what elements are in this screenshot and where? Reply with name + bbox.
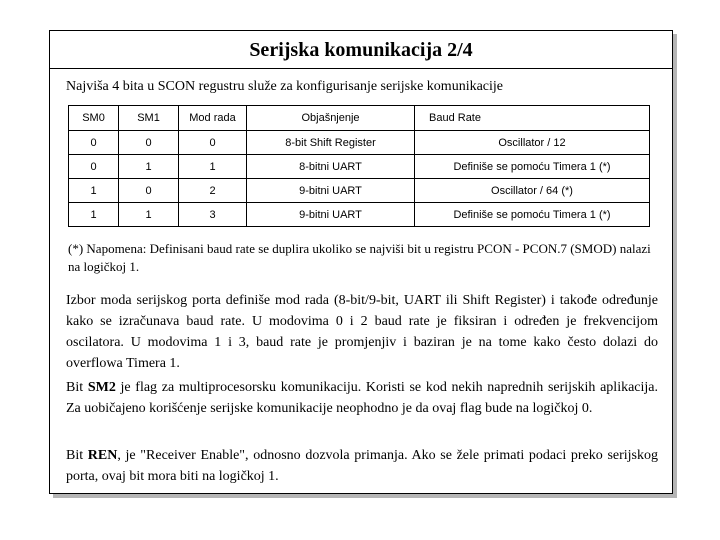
cell-mode: 3 [179,203,247,227]
cell-baud-rate: Definiše se pomoću Timera 1 (*) [415,155,650,179]
cell-mode: 0 [179,131,247,155]
ren-bit-name: REN [87,448,118,463]
cell-sm0: 0 [69,155,119,179]
table-row [69,131,650,155]
cell-sm1: 0 [119,131,179,155]
ren-description: , je "Receiver Enable", odnosno dozvola primanja. Ako se žele primati podaci preko serijskog porta, ovaj bit mora biti na logičkoj 1. [66,448,658,484]
title-divider [50,68,672,69]
cell-description: 9-bitni UART [247,203,415,227]
slide [49,30,673,494]
slide-title: Serijska komunikacija 2/4 [249,39,473,61]
paragraph-sm2 [66,377,658,419]
intro-text: Najviša 4 bita u SCON regustru služe za konfigurisanje serijske komunikacije [66,79,504,94]
cell-sm1: 1 [119,155,179,179]
sm2-bit-name: SM2 [87,380,116,395]
ren-prefix: Bit [66,448,88,463]
paragraph-ren [66,445,658,487]
cell-mode: 1 [179,155,247,179]
header-mod-rada: Mod rada [179,106,247,131]
header-objasnjenje: Objašnjenje [247,106,415,131]
cell-sm0: 1 [69,179,119,203]
cell-description: 9-bitni UART [247,179,415,203]
cell-mode: 2 [179,179,247,203]
table-row [69,203,650,227]
scon-mode-table [68,105,650,227]
sm2-prefix: Bit [66,380,88,395]
sm2-description: je flag za multiprocesorsku komunikaciju. Koristi se kod nekih naprednih serijskih aplikacija. Za uobičajeno korišćenje serijske komunikacije neophodno je da ovaj flag bude na logičkoj 0. [66,380,658,416]
cell-description: 8-bit Shift Register [247,131,415,155]
header-sm1: SM1 [119,106,179,131]
cell-baud-rate: Definiše se pomoću Timera 1 (*) [415,203,650,227]
cell-description: 8-bitni UART [247,155,415,179]
cell-baud-rate: Oscillator / 64 (*) [415,179,650,203]
table-header-row [69,106,650,131]
table-row [69,179,650,203]
table-row [69,155,650,179]
cell-baud-rate: Oscillator / 12 [415,131,650,155]
paragraph-mode-selection: Izbor moda serijskog porta definiše mod rada (8-bit/9-bit, UART ili Shift Register) i takođe određunje kako se izračunava baud rate. U modovima 0 i 2 baud rate je fiksiran i određen je frekvencijom oscilatora. U modovima 1 i 3, baud rate je promjenjiv i baziran je na tome kako često dolazi do overflowa Timera 1. [66,293,658,371]
cell-sm0: 0 [69,131,119,155]
header-baud-rate: Baud Rate [415,106,650,131]
cell-sm1: 0 [119,179,179,203]
cell-sm0: 1 [69,203,119,227]
cell-sm1: 1 [119,203,179,227]
footnote: (*) Napomena: Definisani baud rate se duplira ukoliko se najviši bit u registru PCON - PCON.7 (SMOD) nalazi na logičkoj 1. [68,241,651,274]
header-sm0: SM0 [69,106,119,131]
